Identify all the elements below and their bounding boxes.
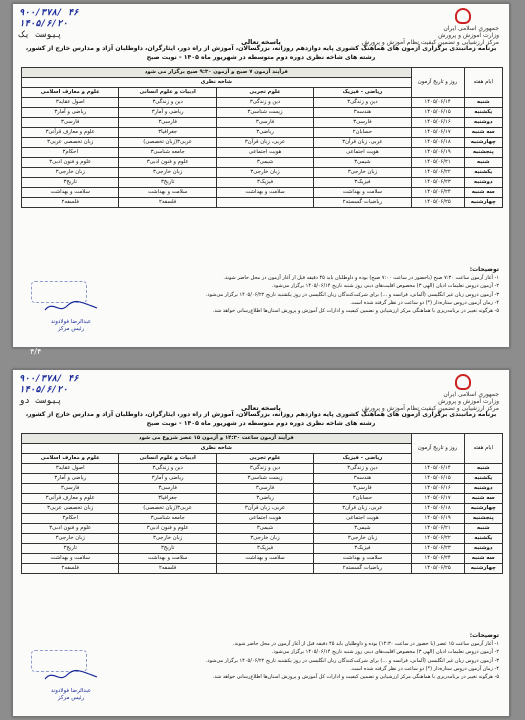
day-cell: یکشنبه	[464, 474, 502, 484]
date-cell: ۱۴۰۵/۰۶/۲۵	[411, 564, 464, 574]
subject-cell: فلسفه۲	[119, 564, 216, 574]
reference-number: ۹۰۰/۳۷۸/ ۴۶	[19, 8, 79, 18]
date-cell: ۱۴۰۵/۰۶/۲۲	[411, 168, 464, 178]
subject-cell: سلامت و بهداشت	[314, 554, 411, 564]
subject-cell: دین و زندگی۳	[314, 98, 411, 108]
subject-cell: زبان خارجی۳	[22, 534, 119, 544]
subject-cell: ریاضی۳	[216, 128, 313, 138]
subject-cell: عربی، زبان قرآن۳	[314, 138, 411, 148]
subject-cell: حسابان۲	[314, 128, 411, 138]
subject-cell: دین و زندگی۳	[216, 98, 313, 108]
attachment-label: پیوست یک	[19, 30, 63, 40]
reference-date: ۱۴۰۵/۶/۲۰	[19, 385, 68, 395]
subject-cell: سلامت و بهداشت	[22, 188, 119, 198]
table-row	[22, 564, 503, 574]
date-cell: ۱۴۰۵/۰۶/۲۱	[411, 524, 464, 534]
note-1: ۱- آغاز آزمون ساعت ۷:۳۰ صبح (باحضور در ساعت ۷:۰۰ صبح) بوده و داوطلبان باید ۴۵ دقیقه قبل از آغاز آزمون در محل حاضر شوند.	[223, 275, 499, 282]
day-cell: یکشنبه	[464, 534, 502, 544]
signature-mark	[41, 298, 101, 316]
day-cell: شنبه	[464, 98, 502, 108]
subject-cell: فیزیک۳	[314, 544, 411, 554]
table-row	[22, 524, 503, 534]
subject-cell: ریاضی و آمار۳	[22, 474, 119, 484]
subject-cell: تاریخ۳	[22, 544, 119, 554]
subject-cell: احکام۳	[22, 514, 119, 524]
subject-cell: زبان خارجی۳	[216, 534, 313, 544]
date-cell: ۱۴۰۵/۰۶/۱۸	[411, 138, 464, 148]
subject-cell: زبان تخصصی عربی۳	[22, 138, 119, 148]
signer-name: عبدالرضا فولادوند	[50, 688, 92, 694]
subject-cell: علوم و فنون ادبی۳	[22, 524, 119, 534]
exam-schedule-table	[21, 67, 503, 208]
subject-cell: سلامت و بهداشت	[22, 554, 119, 564]
table-row	[22, 148, 503, 158]
date-cell: ۱۴۰۵/۰۶/۱۷	[411, 128, 464, 138]
subject-cell: هویت اجتماعی	[216, 148, 313, 158]
day-cell: دوشنبه	[464, 544, 502, 554]
day-cell: دوشنبه	[464, 118, 502, 128]
date-cell: ۱۴۰۵/۰۶/۱۵	[411, 474, 464, 484]
field-header: ادبیات و علوم انسانی	[119, 454, 216, 464]
subject-cell: عربی، زبان قرآن۳	[216, 138, 313, 148]
table-row	[22, 138, 503, 148]
field-header: ریاضی - فیزیک	[314, 88, 411, 98]
table-row	[22, 128, 503, 138]
subject-cell: ریاضیات گسسته۲	[314, 564, 411, 574]
table-row	[22, 464, 503, 474]
table-row	[22, 188, 503, 198]
note-5: ۵- هرگونه تغییر در برنامه‌ریزی با هماهنگی مرکز ارزشیابی و تضمین کیفیت و ادارات کل آموزش و پرورش استان‌ها اطلاع‌رسانی خواهد شد.	[212, 674, 499, 681]
subject-cell: عربی۳(زبان تخصصی)	[119, 504, 216, 514]
note-2: ۲- آزمون دروس تعلیمات ادیان (الهی ۳) مخصوص اقلیت‌های دینی روز شنبه تاریخ ۱۴۰۵/۰۶/۱۴ برگزار می‌شود.	[271, 649, 499, 656]
subject-cell: هویت اجتماعی	[216, 514, 313, 524]
signer-name: عبدالرضا فولادوند	[50, 319, 92, 325]
subject-cell: زبان خارجی۳	[216, 168, 313, 178]
table-row	[22, 118, 503, 128]
table-row	[22, 178, 503, 188]
subject-cell: علوم و فنون ادبی۳	[119, 524, 216, 534]
date-cell: ۱۴۰۵/۰۶/۱۶	[411, 118, 464, 128]
date-cell: ۱۴۰۵/۰۶/۲۴	[411, 188, 464, 198]
subject-cell: دین و زندگی۳	[119, 464, 216, 474]
subject-cell: فارسی۳	[119, 484, 216, 494]
day-cell: دوشنبه	[464, 484, 502, 494]
subject-cell: فیزیک۳	[216, 544, 313, 554]
subject-cell: شیمی۳	[314, 524, 411, 534]
subject-cell: زبان خارجی۳	[22, 168, 119, 178]
subject-cell: فلسفه۲	[22, 198, 119, 208]
subject-cell: سلامت و بهداشت	[216, 188, 313, 198]
subject-cell: احکام۳	[22, 148, 119, 158]
date-cell: ۱۴۰۵/۰۶/۱۴	[411, 464, 464, 474]
date-cell: ۱۴۰۵/۰۶/۱۷	[411, 494, 464, 504]
subject-cell: هویت اجتماعی	[314, 148, 411, 158]
signature-block	[41, 667, 101, 702]
subject-cell: سلامت و بهداشت	[119, 188, 216, 198]
letter-header	[19, 374, 503, 410]
table-row	[22, 494, 503, 504]
subject-cell: تاریخ۳	[22, 178, 119, 188]
subject-cell: ریاضی و آمار۳	[22, 108, 119, 118]
subject-cell: اصول عقاید۳	[22, 464, 119, 474]
subject-cell: فلسفه۲	[119, 198, 216, 208]
subject-cell: تاریخ۳	[119, 178, 216, 188]
note-4: ۴- زمان آزمون دروس ستاره‌دار (*) دو ساعت در نظر گرفته شده است.	[350, 299, 499, 306]
table-row	[22, 98, 503, 108]
note-3: ۳- آزمون دروس زبان غیر انگلیسی (آلمانی، فرانسه و ...) برای شرکت‌کنندگان زبان انگلیسی در روز یکشنبه تاریخ ۱۴۰۵/۰۶/۲۲ برگزار می‌شود.	[205, 657, 499, 664]
date-cell: ۱۴۰۵/۰۶/۲۱	[411, 158, 464, 168]
subject-cell: حسابان۲	[314, 494, 411, 504]
field-header: ادبیات و علوم انسانی	[119, 88, 216, 98]
day-cell: چهارشنبه	[464, 564, 502, 574]
date-cell: ۱۴۰۵/۰۶/۱۸	[411, 504, 464, 514]
subject-cell: شیمی۳	[216, 158, 313, 168]
field-header: علوم و معارف اسلامی	[22, 454, 119, 464]
exam-schedule-table	[21, 433, 503, 574]
day-cell: شنبه	[464, 524, 502, 534]
table-row	[22, 198, 503, 208]
reference-number: ۹۰۰/۳۷۸/ ۴۶	[19, 374, 79, 384]
table-row	[22, 168, 503, 178]
subject-cell: سلامت و بهداشت	[216, 554, 313, 564]
field-header: علوم تجربی	[216, 88, 313, 98]
subject-cell: جغرافیا۳	[119, 128, 216, 138]
subject-cell: ریاضیات گسسته۲	[314, 198, 411, 208]
subject-cell: فلسفه۲	[22, 564, 119, 574]
subject-cell: تاریخ۳	[119, 544, 216, 554]
reference-stamp	[19, 374, 79, 407]
subject-cell	[216, 564, 313, 574]
day-cell: چهارشنبه	[464, 504, 502, 514]
response-label: پاسخه تعالی	[241, 38, 281, 46]
day-cell: یکشنبه	[464, 168, 502, 178]
note-3: ۳- آزمون دروس زبان غیر انگلیسی (آلمانی، فرانسه و ...) برای شرکت‌کنندگان زبان انگلیسی در روز یکشنبه تاریخ ۱۴۰۵/۰۶/۲۲ برگزار می‌شود.	[205, 291, 499, 298]
subject-cell: زبان خارجی۳	[119, 168, 216, 178]
subject-cell	[216, 198, 313, 208]
table-row	[22, 554, 503, 564]
date-cell: ۱۴۰۵/۰۶/۲۵	[411, 198, 464, 208]
note-5: ۵- هرگونه تغییر در برنامه‌ریزی با هماهنگی مرکز ارزشیابی و تضمین کیفیت و ادارات کل آموزش و پرورش استان‌ها اطلاع‌رسانی خواهد شد.	[212, 308, 499, 315]
schedule-body	[22, 464, 503, 574]
day-cell: سه شنبه	[464, 128, 502, 138]
subject-cell: علوم و معارف قرآنی۳	[22, 128, 119, 138]
day-cell: پنجشنبه	[464, 514, 502, 524]
subject-cell: سلامت و بهداشت	[314, 188, 411, 198]
date-cell: ۱۴۰۵/۰۶/۱۹	[411, 514, 464, 524]
subject-cell: علوم و فنون ادبی۳	[22, 158, 119, 168]
subject-cell: عربی، زبان قرآن۳	[314, 504, 411, 514]
subject-cell: جغرافیا۳	[119, 494, 216, 504]
day-cell: شنبه	[464, 464, 502, 474]
subject-cell: هندسه۳	[314, 474, 411, 484]
subject-cell: زبان خارجی۳	[314, 168, 411, 178]
day-cell: یکشنبه	[464, 108, 502, 118]
field-header: علوم و معارف اسلامی	[22, 88, 119, 98]
subject-cell: زبان خارجی۳	[119, 534, 216, 544]
subject-cell: سلامت و بهداشت	[119, 554, 216, 564]
org-line-3: مرکز ارزشیابی و تضمین کیفیت نظام آموزش و پرورش	[361, 39, 499, 46]
subject-cell: فیزیک۳	[314, 178, 411, 188]
table-row	[22, 544, 503, 554]
subject-cell: فارسی۳	[216, 484, 313, 494]
timeline-label: فرآیند آزمون ساعت ۱۴:۳۰ و آزمون ۱۵ عصر شروع می شود	[22, 434, 412, 444]
response-label: پاسخه تعالی	[241, 404, 281, 412]
letter-header	[19, 8, 503, 44]
col-date-header: روز و تاریخ آزمون	[411, 434, 464, 464]
org-line-2: وزارت آموزش و پرورش	[438, 32, 499, 39]
field-header: علوم تجربی	[216, 454, 313, 464]
subject-cell: ریاضی و آمار۳	[119, 474, 216, 484]
table-row	[22, 474, 503, 484]
day-cell: چهارشنبه	[464, 138, 502, 148]
subject-cell: علوم و معارف قرآنی۳	[22, 494, 119, 504]
signature-block	[41, 298, 101, 333]
subject-cell: دین و زندگی۳	[216, 464, 313, 474]
date-cell: ۱۴۰۵/۰۶/۱۹	[411, 148, 464, 158]
subject-cell: هندسه۳	[314, 108, 411, 118]
col-day-header: ایام هفته	[464, 434, 502, 464]
signer-role: رئیس مرکز	[57, 326, 85, 332]
subject-cell: شیمی۳	[314, 158, 411, 168]
col-date-header: روز و تاریخ آزمون	[411, 68, 464, 98]
note-4: ۴- زمان آزمون دروس ستاره‌دار (*) دو ساعت در نظر گرفته شده است.	[350, 665, 499, 672]
table-row	[22, 484, 503, 494]
subject-cell: فارسی۳	[22, 484, 119, 494]
date-cell: ۱۴۰۵/۰۶/۱۴	[411, 98, 464, 108]
subject-cell: ریاضی۳	[216, 494, 313, 504]
attachment-label: پیوست دو	[19, 396, 63, 406]
page-number-label: ۴/۴	[30, 347, 42, 356]
subject-cell: اصول عقاید۳	[22, 98, 119, 108]
day-cell: سه شنبه	[464, 554, 502, 564]
subject-cell: زیست شناسی۳	[216, 474, 313, 484]
org-line-2: وزارت آموزش و پرورش	[438, 398, 499, 405]
note-2: ۲- آزمون دروس تعلیمات ادیان (الهی ۳) مخصوص اقلیت‌های دینی روز شنبه تاریخ ۱۴۰۵/۰۶/۱۴ برگزار می‌شود.	[271, 283, 499, 290]
subject-cell: عربی۳(زبان تخصصی)	[119, 138, 216, 148]
notes-title: توضیحات:	[469, 266, 499, 273]
subject-cell: شیمی۳	[216, 524, 313, 534]
note-1: ۱- آغاز آزمون ساعت ۱۵ عصر (با حضور در ساعت ۱۴:۳۰) بوده و داوطلبان باید ۴۵ دقیقه قبل از آغاز آزمون در محل حاضر شوند.	[232, 641, 499, 648]
subject-cell: زیست شناسی۳	[216, 108, 313, 118]
table-row	[22, 158, 503, 168]
signature-mark	[41, 667, 101, 685]
subject-cell: جامعه شناسی۳	[119, 148, 216, 158]
date-cell: ۱۴۰۵/۰۶/۲۴	[411, 554, 464, 564]
subject-cell: ریاضی و آمار۳	[119, 108, 216, 118]
emblem-icon	[455, 374, 471, 390]
notes-title: توضیحات:	[469, 632, 499, 639]
subject-cell: فارسی۳	[314, 118, 411, 128]
subject-cell: فیزیک۳	[216, 178, 313, 188]
subject-cell: فارسی۳	[22, 118, 119, 128]
subject-cell: دین و زندگی۳	[119, 98, 216, 108]
date-cell: ۱۴۰۵/۰۶/۱۵	[411, 108, 464, 118]
branch-header: شاخه نظری	[22, 78, 412, 88]
subject-cell: فارسی۳	[119, 118, 216, 128]
subject-cell: زبان خارجی۳	[314, 534, 411, 544]
org-line-3: مرکز ارزشیابی و تضمین کیفیت نظام آموزش و پرورش	[361, 405, 499, 412]
reference-stamp	[19, 8, 79, 41]
subject-cell: هویت اجتماعی	[314, 514, 411, 524]
table-row	[22, 108, 503, 118]
day-cell: چهارشنبه	[464, 198, 502, 208]
document-title: برنامه زمانبندی برگزاری آزمون های هماهنگ کشوری پایه دوازدهم روزانه، بزرگسالان، آموزش از راه دور، ایثارگران، داوطلبان آزاد و مدارس خارج از کشور، رشته های شاخه نظری دوره دوم متوسطه در شهریور ماه ۱۴۰۵ - نوبت صبح	[25, 411, 497, 427]
day-cell: شنبه	[464, 158, 502, 168]
subject-cell: علوم و فنون ادبی۳	[119, 158, 216, 168]
subject-cell: جامعه شناسی۳	[119, 514, 216, 524]
timeline-label: فرآیند آزمون ۷ صبح و آزمون ۹:۳۰ صبح برگزار می شود	[22, 68, 412, 78]
subject-cell: فارسی۳	[314, 484, 411, 494]
emblem-icon	[455, 8, 471, 24]
date-cell: ۱۴۰۵/۰۶/۲۳	[411, 178, 464, 188]
document-page-1	[12, 3, 510, 348]
day-cell: سه شنبه	[464, 188, 502, 198]
subject-cell: فارسی۳	[216, 118, 313, 128]
day-cell: پنجشنبه	[464, 148, 502, 158]
schedule-body	[22, 98, 503, 208]
date-cell: ۱۴۰۵/۰۶/۲۳	[411, 544, 464, 554]
date-cell: ۱۴۰۵/۰۶/۲۲	[411, 534, 464, 544]
branch-header: شاخه نظری	[22, 444, 412, 454]
col-day-header: ایام هفته	[464, 68, 502, 98]
document-page-2	[12, 369, 510, 717]
org-line-1: جمهوری اسلامی ایران	[443, 25, 499, 32]
table-row	[22, 514, 503, 524]
table-row	[22, 534, 503, 544]
signer-role: رئیس مرکز	[57, 695, 85, 701]
day-cell: دوشنبه	[464, 178, 502, 188]
date-cell: ۱۴۰۵/۰۶/۱۶	[411, 484, 464, 494]
table-row	[22, 504, 503, 514]
subject-cell: دین و زندگی۳	[314, 464, 411, 474]
subject-cell: زبان تخصصی عربی۳	[22, 504, 119, 514]
day-cell: سه شنبه	[464, 494, 502, 504]
subject-cell: عربی، زبان قرآن۳	[216, 504, 313, 514]
org-line-1: جمهوری اسلامی ایران	[443, 391, 499, 398]
reference-date: ۱۴۰۵/۶/۲۰	[19, 19, 68, 29]
field-header: ریاضی - فیزیک	[314, 454, 411, 464]
document-title: برنامه زمانبندی برگزاری آزمون های هماهنگ کشوری پایه دوازدهم روزانه، بزرگسالان، آموزش از راه دور، ایثارگران، داوطلبان آزاد و مدارس خارج از کشور، رشته های شاخه نظری دوره دوم متوسطه در شهریور ماه ۱۴۰۵ - نوبت صبح	[25, 45, 497, 61]
